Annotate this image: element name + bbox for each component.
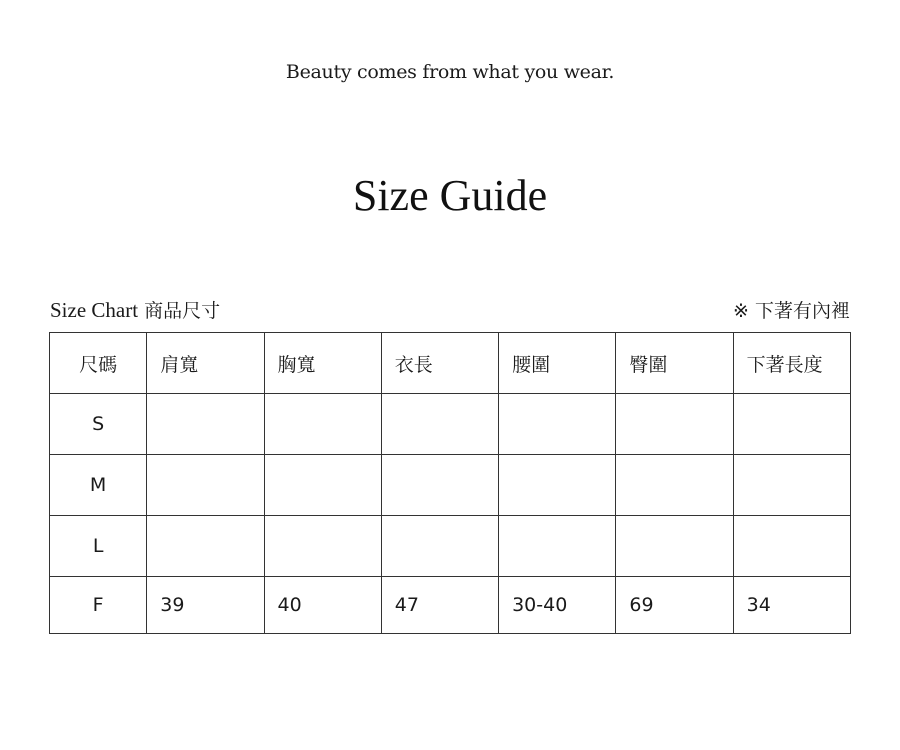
table-cell bbox=[264, 455, 381, 516]
header-bottom-length: 下著長度 bbox=[733, 333, 850, 394]
table-cell: 69 bbox=[616, 577, 733, 634]
table-cell bbox=[381, 394, 498, 455]
table-cell bbox=[147, 455, 264, 516]
chart-label bbox=[50, 296, 220, 323]
page-title: Size Guide bbox=[352, 171, 548, 220]
cell-size: F bbox=[50, 577, 147, 634]
table-cell bbox=[616, 394, 733, 455]
table-cell: 30-40 bbox=[499, 577, 616, 634]
table-cell: 39 bbox=[147, 577, 264, 634]
table-cell bbox=[733, 455, 850, 516]
header-top-length: 衣長 bbox=[381, 333, 498, 394]
table-row bbox=[50, 394, 851, 455]
cell-size: S bbox=[50, 394, 147, 455]
table-header-row bbox=[50, 333, 851, 394]
table-cell: 34 bbox=[733, 577, 850, 634]
cell-size: L bbox=[50, 516, 147, 577]
header-waist: 腰圍 bbox=[499, 333, 616, 394]
header-hip: 臀圍 bbox=[616, 333, 733, 394]
lining-note: ※ 下著有內裡 bbox=[733, 300, 850, 322]
header-chest-width: 胸寬 bbox=[264, 333, 381, 394]
table-cell bbox=[147, 394, 264, 455]
table-row bbox=[50, 455, 851, 516]
table-cell bbox=[499, 394, 616, 455]
table-cell bbox=[733, 516, 850, 577]
header-size: 尺碼 bbox=[50, 333, 147, 394]
tagline: Beauty comes from what you wear. bbox=[285, 61, 615, 83]
table-cell: 47 bbox=[381, 577, 498, 634]
table-cell bbox=[733, 394, 850, 455]
chart-label-zh: 商品尺寸 bbox=[144, 300, 221, 322]
table-cell bbox=[616, 455, 733, 516]
table-cell bbox=[499, 455, 616, 516]
cell-size: M bbox=[50, 455, 147, 516]
table-row bbox=[50, 516, 851, 577]
table-cell: 40 bbox=[264, 577, 381, 634]
table-cell bbox=[381, 455, 498, 516]
header-shoulder-width: 肩寬 bbox=[147, 333, 264, 394]
table-cell bbox=[616, 516, 733, 577]
table-row bbox=[50, 577, 851, 634]
table-cell bbox=[499, 516, 616, 577]
table-cell bbox=[381, 516, 498, 577]
table-cell bbox=[264, 516, 381, 577]
table-cell bbox=[264, 394, 381, 455]
chart-label-en: Size Chart bbox=[50, 298, 139, 322]
table-cell bbox=[147, 516, 264, 577]
size-table bbox=[49, 332, 851, 634]
